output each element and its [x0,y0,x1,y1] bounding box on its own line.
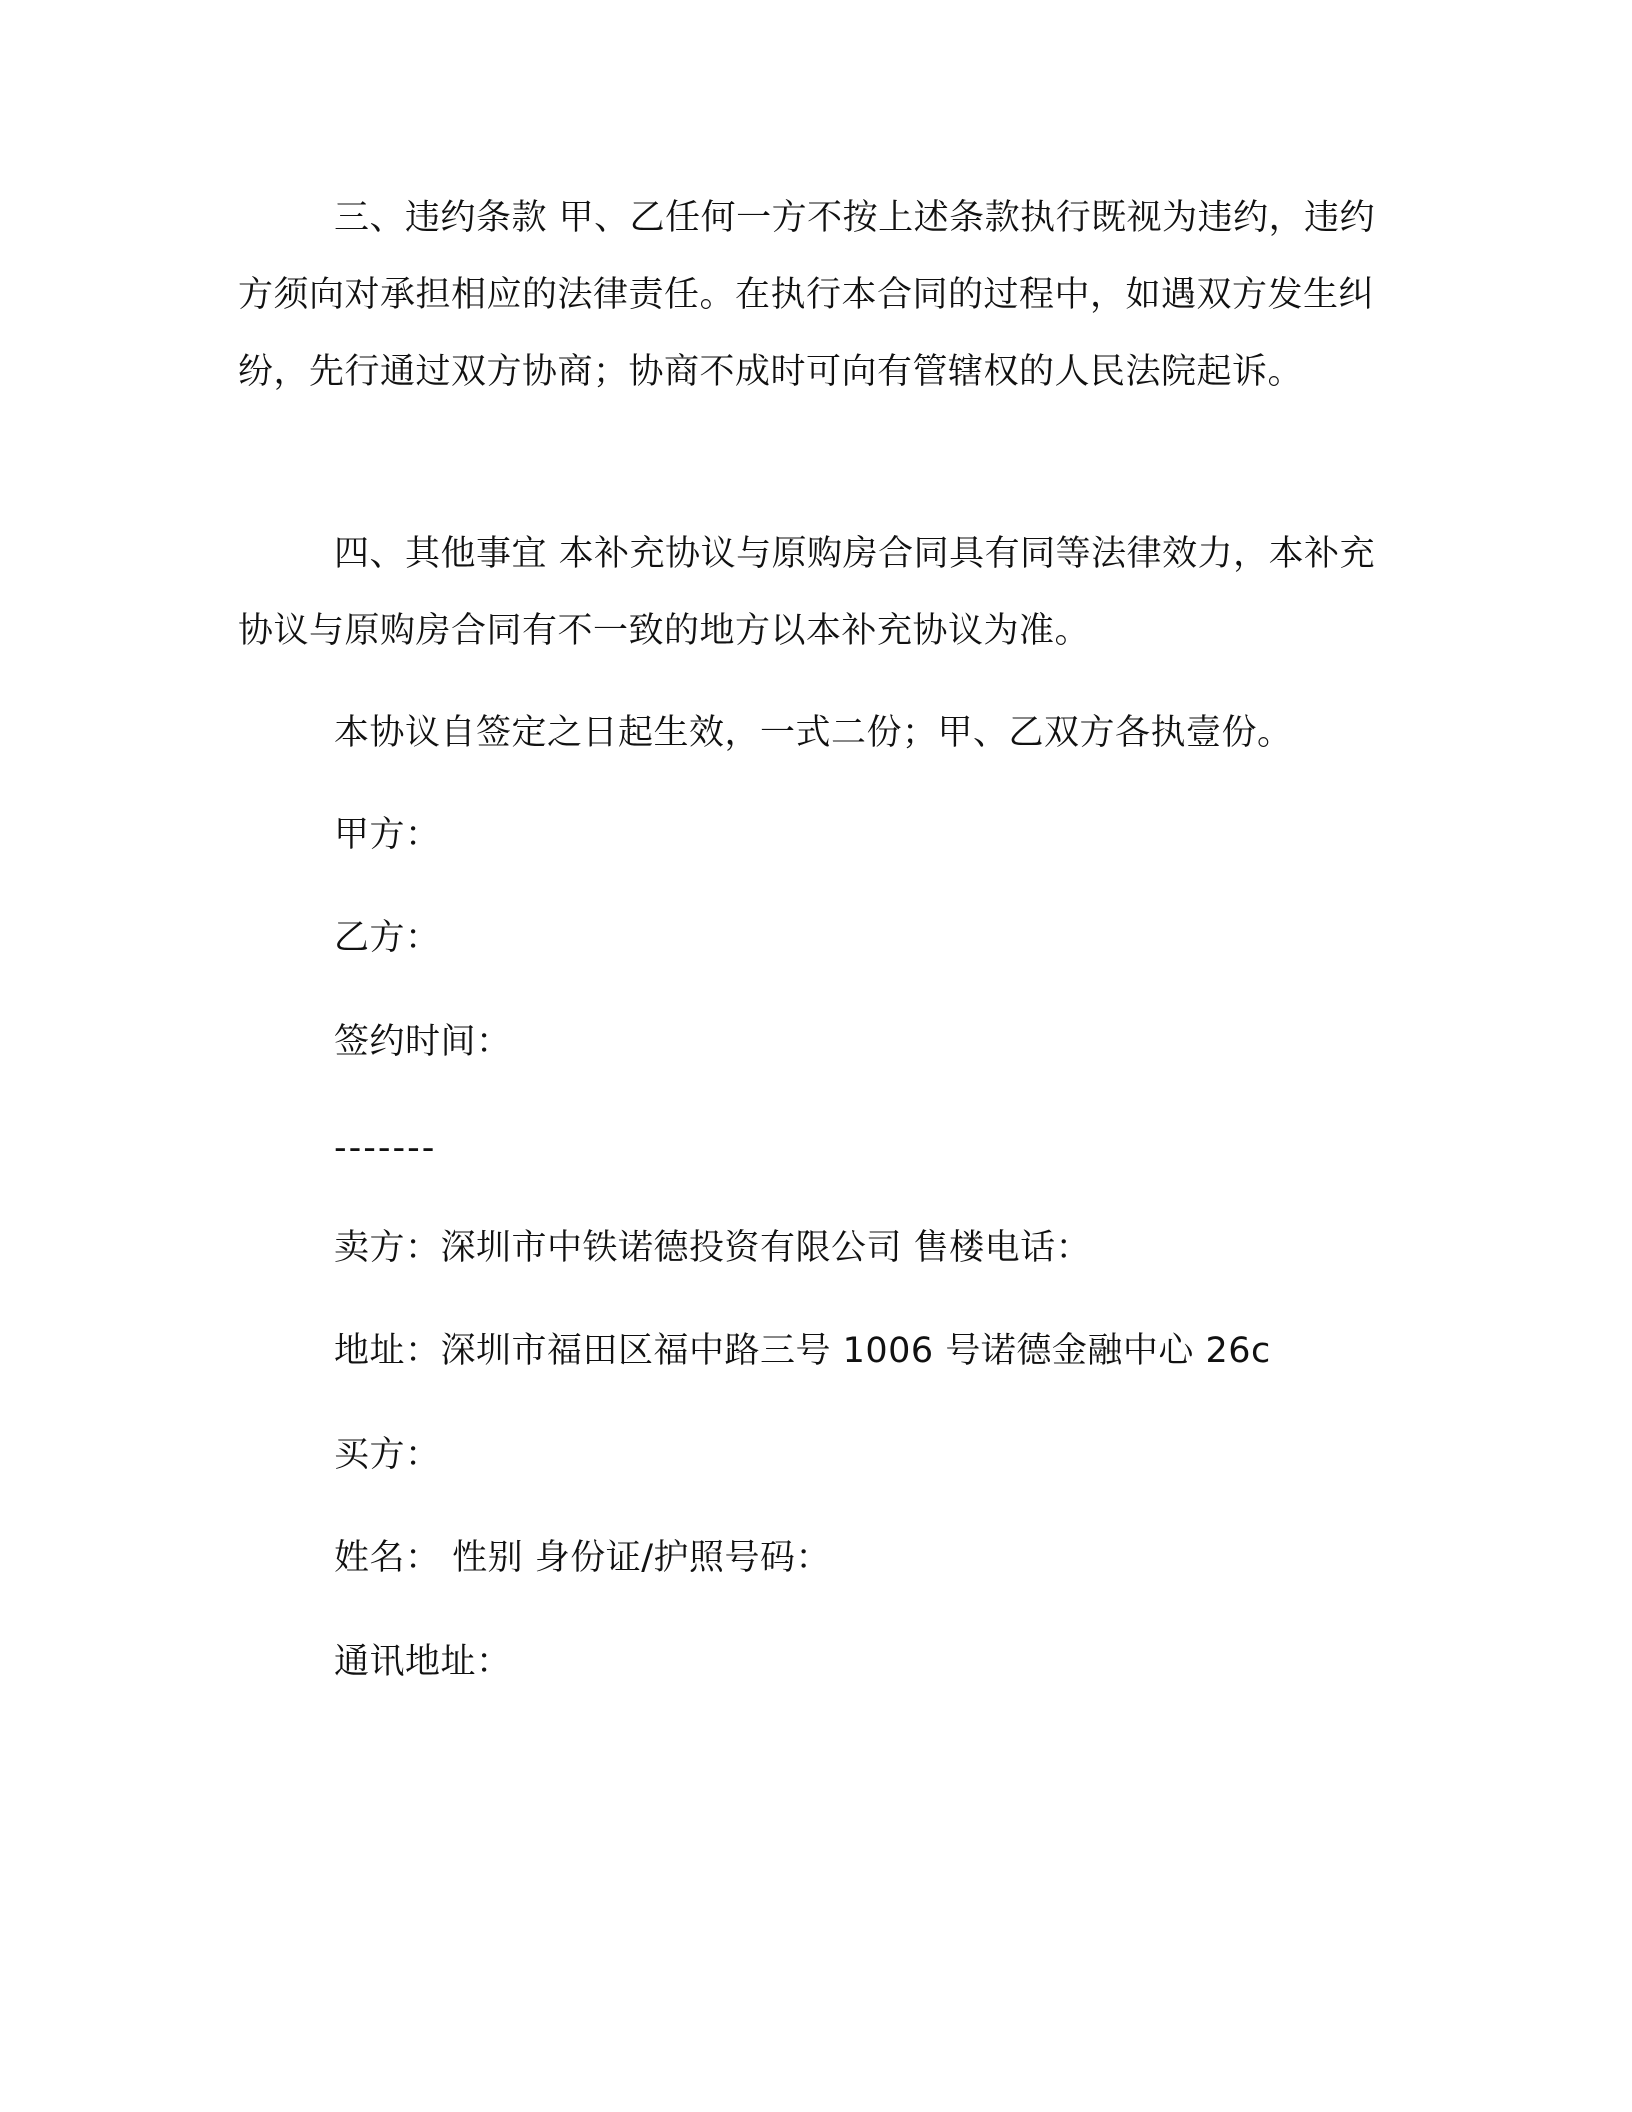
effective-statement: 本协议自签定之日起生效，一式二份；甲、乙双方各执壹份。 [334,713,1293,753]
buyer-label: 买方： [334,1435,441,1475]
party-b-label: 乙方： [334,918,441,958]
separator-line: ------- [334,1128,437,1168]
seller-address-line: 地址：深圳市福田区福中路三号 1006 号诺德金融中心 26c [334,1331,1271,1371]
sign-date-label: 签约时间： [334,1022,512,1062]
seller-line: 卖方：深圳市中铁诺德投资有限公司 售楼电话： [334,1228,1092,1268]
mailing-address-label: 通讯地址： [334,1642,512,1682]
other-matters-paragraph: 四、其他事宜 本补充协议与原购房合同具有同等法律效力，本补充协议与原购房合同有不一致的地方以本补充协议为准。 [238,534,1376,651]
party-a-label: 甲方： [334,815,441,855]
buyer-info-line: 姓名： 性别 身份证/护照号码： [334,1538,832,1578]
breach-clause-paragraph: 三、违约条款 甲、乙任何一方不按上述条款执行既视为违约，违约方须向对承担相应的法律责任。在执行本合同的过程中，如遇双方发生纠纷，先行通过双方协商；协商不成时可向有管辖权的人民法院起诉。 [238,198,1376,392]
